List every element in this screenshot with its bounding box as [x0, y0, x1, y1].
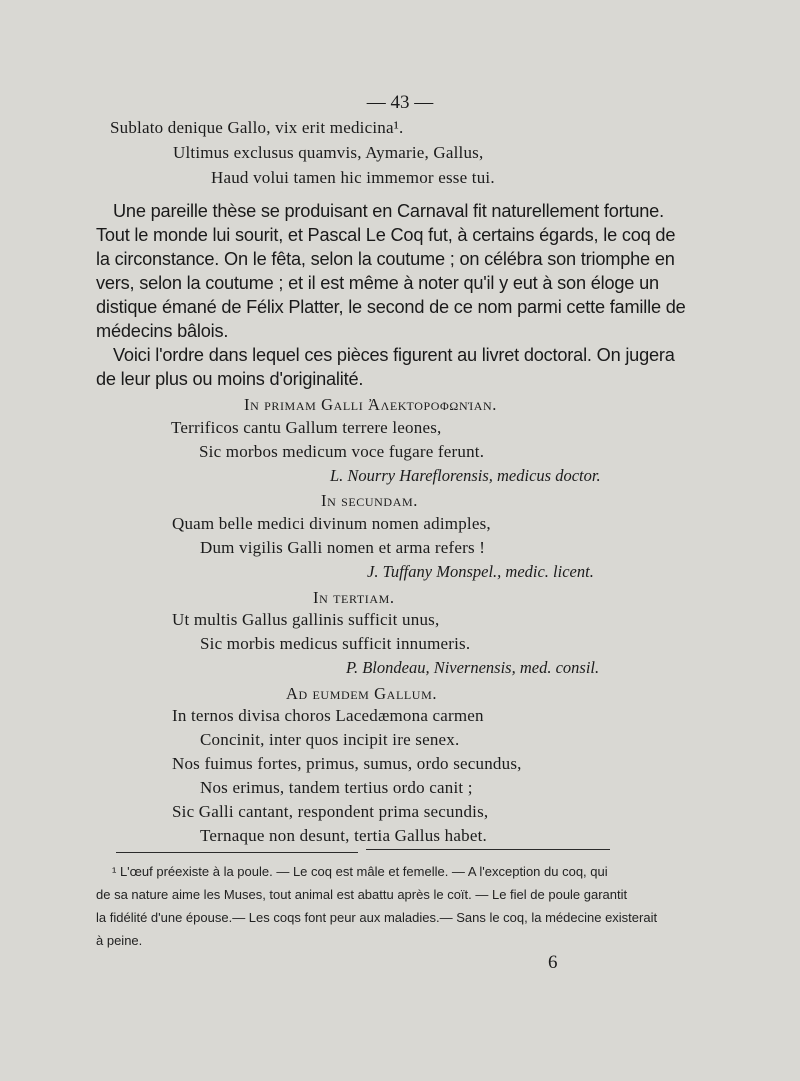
- verse-line: Haud volui tamen hic immemor esse tui.: [211, 168, 495, 187]
- footnote-line: de sa nature aime les Muses, tout animal est abattu après le coït. — Le fiel de poule garantit: [96, 887, 628, 902]
- poem-line: Sic morbis medicus sufficit innumeris.: [200, 634, 471, 653]
- poem-line: Sic morbos medicum voce fugare ferunt.: [199, 442, 485, 461]
- poem-line: Nos fuimus fortes, primus, sumus, ordo secundus,: [172, 754, 522, 773]
- poem-line: Quam belle medici divinum nomen adimples,: [172, 514, 491, 533]
- prose-line: de leur plus ou moins d'originalité.: [96, 369, 364, 389]
- poem-heading: In tertiam.: [313, 588, 395, 607]
- poem-line: Dum vigilis Galli nomen et arma refers !: [200, 538, 486, 557]
- poem-signature: J. Tuffany Monspel., medic. licent.: [367, 562, 594, 581]
- poem-signature: P. Blondeau, Nivernensis, med. consil.: [346, 658, 600, 677]
- poem-line: Terrificos cantu Gallum terrere leones,: [171, 418, 442, 437]
- verse-line: Ultimus exclusus quamvis, Aymarie, Gallus,: [173, 143, 484, 162]
- poem-line: In ternos divisa choros Lacedæmona carmen: [172, 706, 484, 725]
- prose-line: Tout le monde lui sourit, et Pascal Le Coq fut, à certains égards, le coq de: [96, 225, 676, 245]
- poem-line: Sic Galli cantant, respondent prima secundis,: [172, 802, 489, 821]
- prose-line: la circonstance. On le fêta, selon la coutume ; on célébra son triomphe en: [96, 249, 675, 269]
- poem-line: Concinit, inter quos incipit ire senex.: [200, 730, 460, 749]
- poem-heading: Ad eumdem Gallum.: [286, 684, 438, 703]
- footnote-line: ¹ L'œuf préexiste à la poule. — Le coq est mâle et femelle. — A l'exception du coq, qui: [112, 864, 608, 879]
- sheet-number: 6: [548, 952, 558, 973]
- poem-line: Nos erimus, tandem tertius ordo canit ;: [200, 778, 473, 797]
- poem-heading: In primam Galli Ἀλεκτοροφωνίαν.: [244, 395, 498, 414]
- footnote-rule: [366, 849, 610, 850]
- poem-line: Ut multis Gallus gallinis sufficit unus,: [172, 610, 440, 629]
- verse-line: Sublato denique Gallo, vix erit medicina¹.: [110, 118, 404, 137]
- prose-line: distique émané de Félix Platter, le second de ce nom parmi cette famille de: [96, 297, 686, 317]
- page-number: — 43 —: [366, 92, 434, 113]
- footnote-line: la fidélité d'une épouse.— Les coqs font peur aux maladies.— Sans le coq, la médecine existerait: [96, 910, 658, 925]
- footnote-line: à peine.: [96, 933, 143, 948]
- prose-line: médecins bâlois.: [96, 321, 229, 341]
- footnote-rule: [116, 852, 358, 853]
- prose-line: vers, selon la coutume ; et il est même à noter qu'il y eut à son éloge un: [96, 273, 659, 293]
- prose-line: Voici l'ordre dans lequel ces pièces figurent au livret doctoral. On jugera: [113, 345, 675, 365]
- poem-signature: L. Nourry Hareflorensis, medicus doctor.: [330, 466, 601, 485]
- prose-line: Une pareille thèse se produisant en Carnaval fit naturellement fortune.: [113, 201, 664, 221]
- poem-heading: In secundam.: [321, 491, 418, 510]
- poem-line: Ternaque non desunt, tertia Gallus habet.: [200, 826, 487, 845]
